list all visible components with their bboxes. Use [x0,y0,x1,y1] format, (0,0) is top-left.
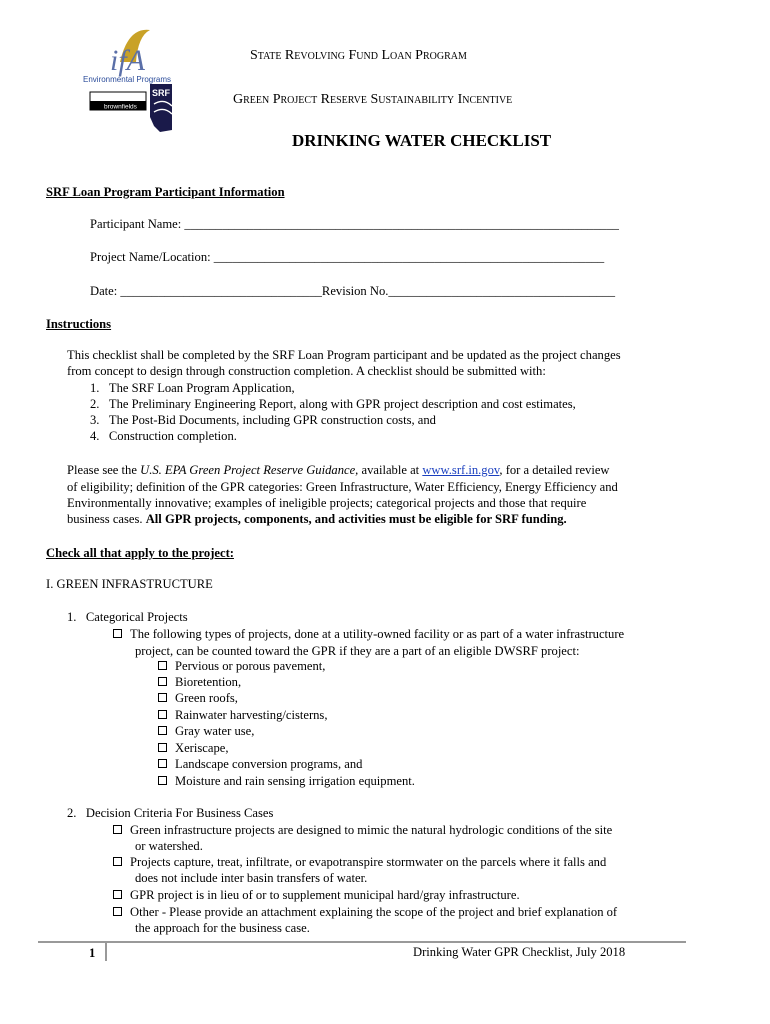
item-number: 4. [90,429,100,443]
checkbox[interactable] [113,857,122,866]
participant-name-field[interactable]: Participant Name: _____________________________________________________________________ [90,217,619,231]
checklist-item-text: Xeriscape, [175,741,229,755]
footer-vertical-divider [105,943,107,961]
checklist-item[interactable] [113,854,606,871]
logo-srf: SRF [152,88,170,98]
checklist-item[interactable] [113,822,612,839]
guidance-text: business cases. [67,512,146,526]
eligibility-note: All GPR projects, components, and activities must be eligible for SRF funding. [145,512,567,526]
checklist-item-text: Gray water use, [175,724,255,738]
checkbox[interactable] [158,693,167,702]
item-number: 1. [90,381,100,395]
checklist-item-continued: project, can be counted toward the GPR if they are a part of an eligible DWSRF project: [135,644,580,658]
instruction-item [90,380,295,397]
checklist-item-text: The following types of projects, done at a utility-owned facility or as part of a water infrastructure [130,627,625,641]
logo-mark: ifA [110,44,145,77]
checklist-item[interactable] [158,707,327,724]
checklist-item-text: Bioretention, [175,675,242,689]
checklist-item-continued: does not include inter basin transfers of water. [135,871,368,885]
item-number: 2. [90,397,100,411]
instructions-intro-1: This checklist shall be completed by the SRF Loan Program participant and be updated as the project changes [67,348,621,362]
checklist-item[interactable] [113,904,617,921]
guidance-text: , for a detailed review [499,463,610,477]
guidance-title: U.S. EPA Green Project Reserve Guidance, [140,463,359,477]
checkbox[interactable] [158,743,167,752]
item-number: 3. [90,413,100,427]
logo-brownfields: brownfields [104,103,137,111]
decision-criteria-heading [67,805,273,822]
checklist-item-continued: or watershed. [135,839,203,853]
section-number: 2. [67,806,77,820]
checklist-item-text: Green roofs, [175,691,238,705]
ifa-logo [80,22,190,137]
page-title: DRINKING WATER CHECKLIST [292,131,552,150]
checkbox[interactable] [113,629,122,638]
checklist-item[interactable] [158,756,362,773]
guidance-line-1 [67,462,610,479]
item-text: The SRF Loan Program Application, [108,381,295,395]
checklist-heading: Check all that apply to the project: [46,546,234,560]
section-green-infrastructure: I. GREEN INFRASTRUCTURE [46,577,213,591]
project-name-field[interactable]: Project Name/Location: ______________________________________________________________ [90,250,605,264]
instruction-item [90,412,436,429]
item-text: Construction completion. [108,429,237,443]
checklist-item[interactable] [113,887,520,904]
checklist-item-text: Landscape conversion programs, and [175,757,363,771]
header-line2: Green Project Reserve Sustainability Incentive [233,92,513,107]
guidance-text: Please see the [67,463,141,477]
checkbox[interactable] [158,726,167,735]
section-number: 1. [67,610,77,624]
logo-graphic [80,22,190,137]
checklist-item-text: Other - Please provide an attachment explaining the scope of the project and brief explanation of [130,905,618,919]
instructions-intro-2: from concept to design through construction completion. A checklist should be submitted with: [67,364,546,378]
srf-website-link[interactable]: www.srf.in.gov [422,463,500,477]
logo-subtitle: Environmental Programs [83,75,172,84]
section-title: Categorical Projects [85,610,188,624]
checklist-item[interactable] [158,773,415,790]
checklist-item-text: Moisture and rain sensing irrigation equipment. [175,774,415,788]
participant-heading: SRF Loan Program Participant Information [46,185,285,199]
checkbox[interactable] [158,759,167,768]
checklist-item-text: Projects capture, treat, infiltrate, or evapotranspire stormwater on the parcels where it falls and [130,855,607,869]
checklist-item-text: GPR project is in lieu of or to supplement municipal hard/gray infrastructure. [130,888,520,902]
categorical-projects-heading [67,609,188,626]
checklist-item[interactable] [158,690,238,707]
guidance-line-3: Environmentally innovative; examples of ineligible projects; categorical projects and those that require [67,496,587,510]
checklist-item-text: Pervious or porous pavement, [175,659,326,673]
checklist-item[interactable] [158,723,254,740]
footer-divider [38,941,686,943]
checkbox[interactable] [113,907,122,916]
checkbox[interactable] [113,825,122,834]
page-number: 1 [89,946,96,960]
item-text: The Preliminary Engineering Report, along with GPR project description and cost estimates, [108,397,576,411]
guidance-line-4 [67,511,567,528]
checkbox[interactable] [158,776,167,785]
checklist-item[interactable] [158,740,229,757]
checklist-item[interactable] [158,658,325,675]
section-title: Decision Criteria For Business Cases [85,806,274,820]
checkbox[interactable] [158,677,167,686]
instructions-heading: Instructions [46,317,112,331]
checklist-item[interactable] [158,674,241,691]
checklist-item[interactable] [113,626,624,643]
instruction-item [90,396,576,413]
item-text: The Post-Bid Documents, including GPR construction costs, and [108,413,436,427]
guidance-text: available at [358,463,423,477]
checkbox[interactable] [158,661,167,670]
instruction-item [90,428,237,445]
date-revision-field[interactable]: Date: ________________________________Revision No.____________________________________ [90,284,616,298]
header-line1: State Revolving Fund Loan Program [250,48,467,63]
footer-title: Drinking Water GPR Checklist, July 2018 [413,945,626,959]
checkbox[interactable] [158,710,167,719]
checklist-item-text: Green infrastructure projects are designed to mimic the natural hydrologic conditions of the site [130,823,613,837]
guidance-line-2: of eligibility; definition of the GPR categories: Green Infrastructure, Water Efficiency, Energy Efficiency and [67,480,618,494]
checklist-item-text: Rainwater harvesting/cisterns, [175,708,328,722]
checklist-item-continued: the approach for the business case. [135,921,310,935]
checkbox[interactable] [113,890,122,899]
